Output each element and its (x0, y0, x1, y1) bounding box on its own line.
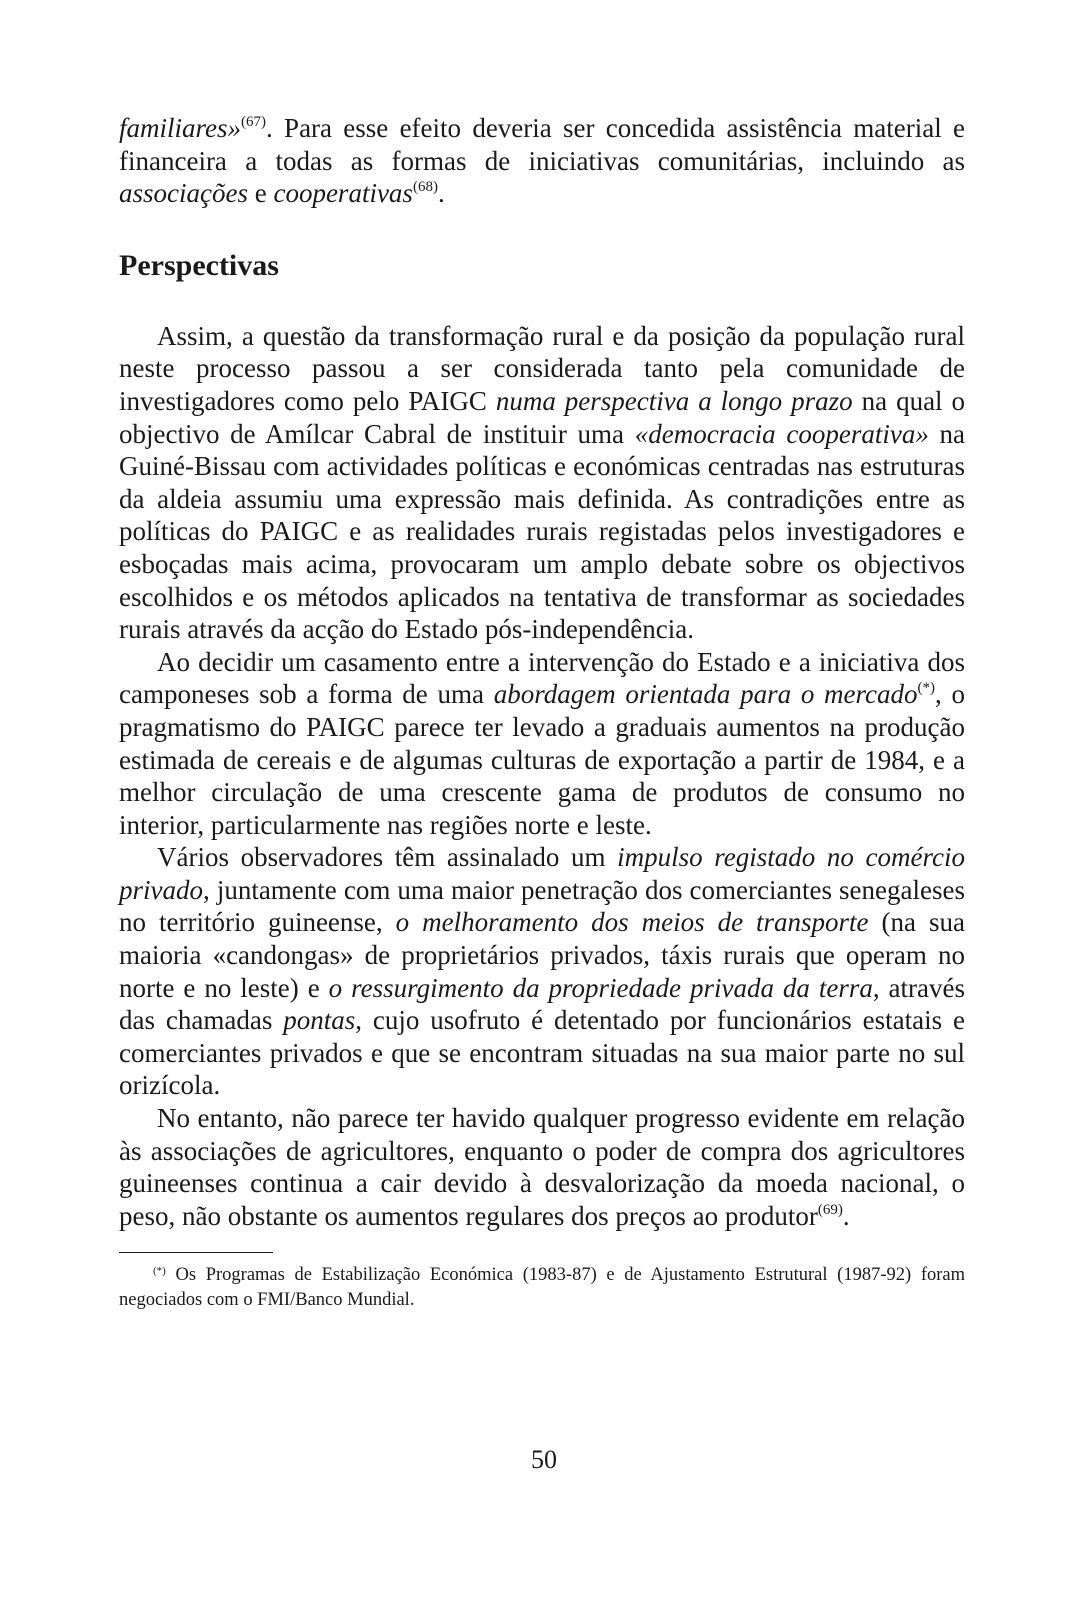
footnote-ref-68: (68) (412, 179, 438, 196)
p1-text-b: na qual o objectivo de Amílcar Cabral de instituir uma (119, 385, 966, 449)
intro-text: . Para esse efeito deveria ser concedida assistência material e financeira a todas as formas de iniciativas comunitárias, incluindo as (119, 113, 965, 176)
p3-italic-pontas: pontas (283, 1005, 356, 1036)
footnote-ref-star: (*) (917, 680, 936, 697)
footnote-ref-67: (67) (241, 114, 267, 130)
footnote-text: Os Programas de Estabilização Económica (1983-87) e de Ajustamento Estrutural (1987-92) foram negociados com o FMI/Banco Mundial. (119, 1265, 965, 1311)
p3-text-d: , através das chamadas (119, 972, 965, 1036)
p4-text-a: No entanto, não parece ter havido qualquer progresso evidente em relação às associações de agricultores, enquanto o poder de compra dos agricultores guineenses continua a cair devido à desvalorização da moeda nacional, o peso, não obstante os aumentos regulares dos preços ao produtor (119, 1103, 965, 1231)
footnote-ref-69: (69) (817, 1201, 843, 1218)
intro-period: . (437, 178, 445, 209)
p3-text-b: , juntamente com uma maior penetração dos comerciantes senegaleses no território guineense, (119, 874, 965, 938)
p2-text-b: , o pragmatismo do PAIGC parece ter levado a graduais aumentos na produção estimada de cereais e de algumas culturas de exportação a partir de 1984, e a melhor circulação de uma crescente gama de produtos de consumo no interior, particularmente nas regiões norte e leste. (119, 679, 965, 840)
footnote (119, 1263, 965, 1313)
page-body (119, 112, 965, 1313)
paragraph-1 (119, 320, 965, 646)
intro-paragraph (119, 112, 965, 210)
p3-italic-melhoramento: o melhoramento dos meios de transporte (395, 907, 869, 938)
p2-text-a: Ao decidir um casamento entre a intervenção do Estado e a iniciativa dos camponeses sob a forma de uma (119, 646, 965, 710)
p3-text-c: (na sua maioria «candongas» de proprietários privados, táxis rurais que operam no norte e no leste) e (119, 907, 965, 1003)
intro-italic-familiares: familiares» (119, 113, 242, 143)
p4-period: . (842, 1200, 850, 1231)
paragraph-2 (119, 646, 965, 842)
p3-italic-ressurgimento: o ressurgimento da propriedade privada da terra (328, 972, 873, 1003)
paragraph-3 (119, 841, 965, 1102)
p3-text-a: Vários observadores têm assinalado um (157, 842, 618, 873)
p3-italic-impulso: impulso registado no comércio privado (119, 842, 966, 905)
intro-italic-cooperativas: cooperativas (273, 178, 413, 209)
p1-italic-democracia: «democracia cooperativa» (634, 418, 929, 449)
paragraph-4 (119, 1102, 965, 1232)
p2-italic-abordagem: abordagem orientada para o mercado (493, 679, 918, 710)
intro-italic-associacoes: associações (119, 178, 248, 209)
footnote-divider (119, 1252, 273, 1253)
p3-text-e: , cujo usofruto é detentado por funcionários estatais e comerciantes privados e que se encontram situadas na sua maior parte no sul orizícola. (119, 1005, 965, 1101)
page-number: 50 (531, 1445, 557, 1474)
footnote-marker: (*) (153, 1265, 166, 1278)
p1-text-a: Assim, a questão da transformação rural e da posição da população rural neste processo passou a ser considerada tanto pela comunidade de investigadores como pelo PAIGC (119, 320, 965, 416)
intro-text-and: e (247, 178, 274, 209)
section-heading: Perspectivas (119, 248, 279, 282)
p1-italic-perspectiva: numa perspectiva a longo prazo (495, 385, 853, 416)
p1-text-c: na Guiné-Bissau com actividades políticas e económicas centradas nas estruturas da aldeia assumiu uma expressão mais definida. As contradições entre as políticas do PAIGC e as realidades rurais registadas pelos investigadores e esboçadas mais acima, provocaram um amplo debate sobre os objectivos escolhidos e os métodos aplicados na tentativa de transformar as sociedades rurais através da acção do Estado pós-independência. (119, 418, 966, 645)
